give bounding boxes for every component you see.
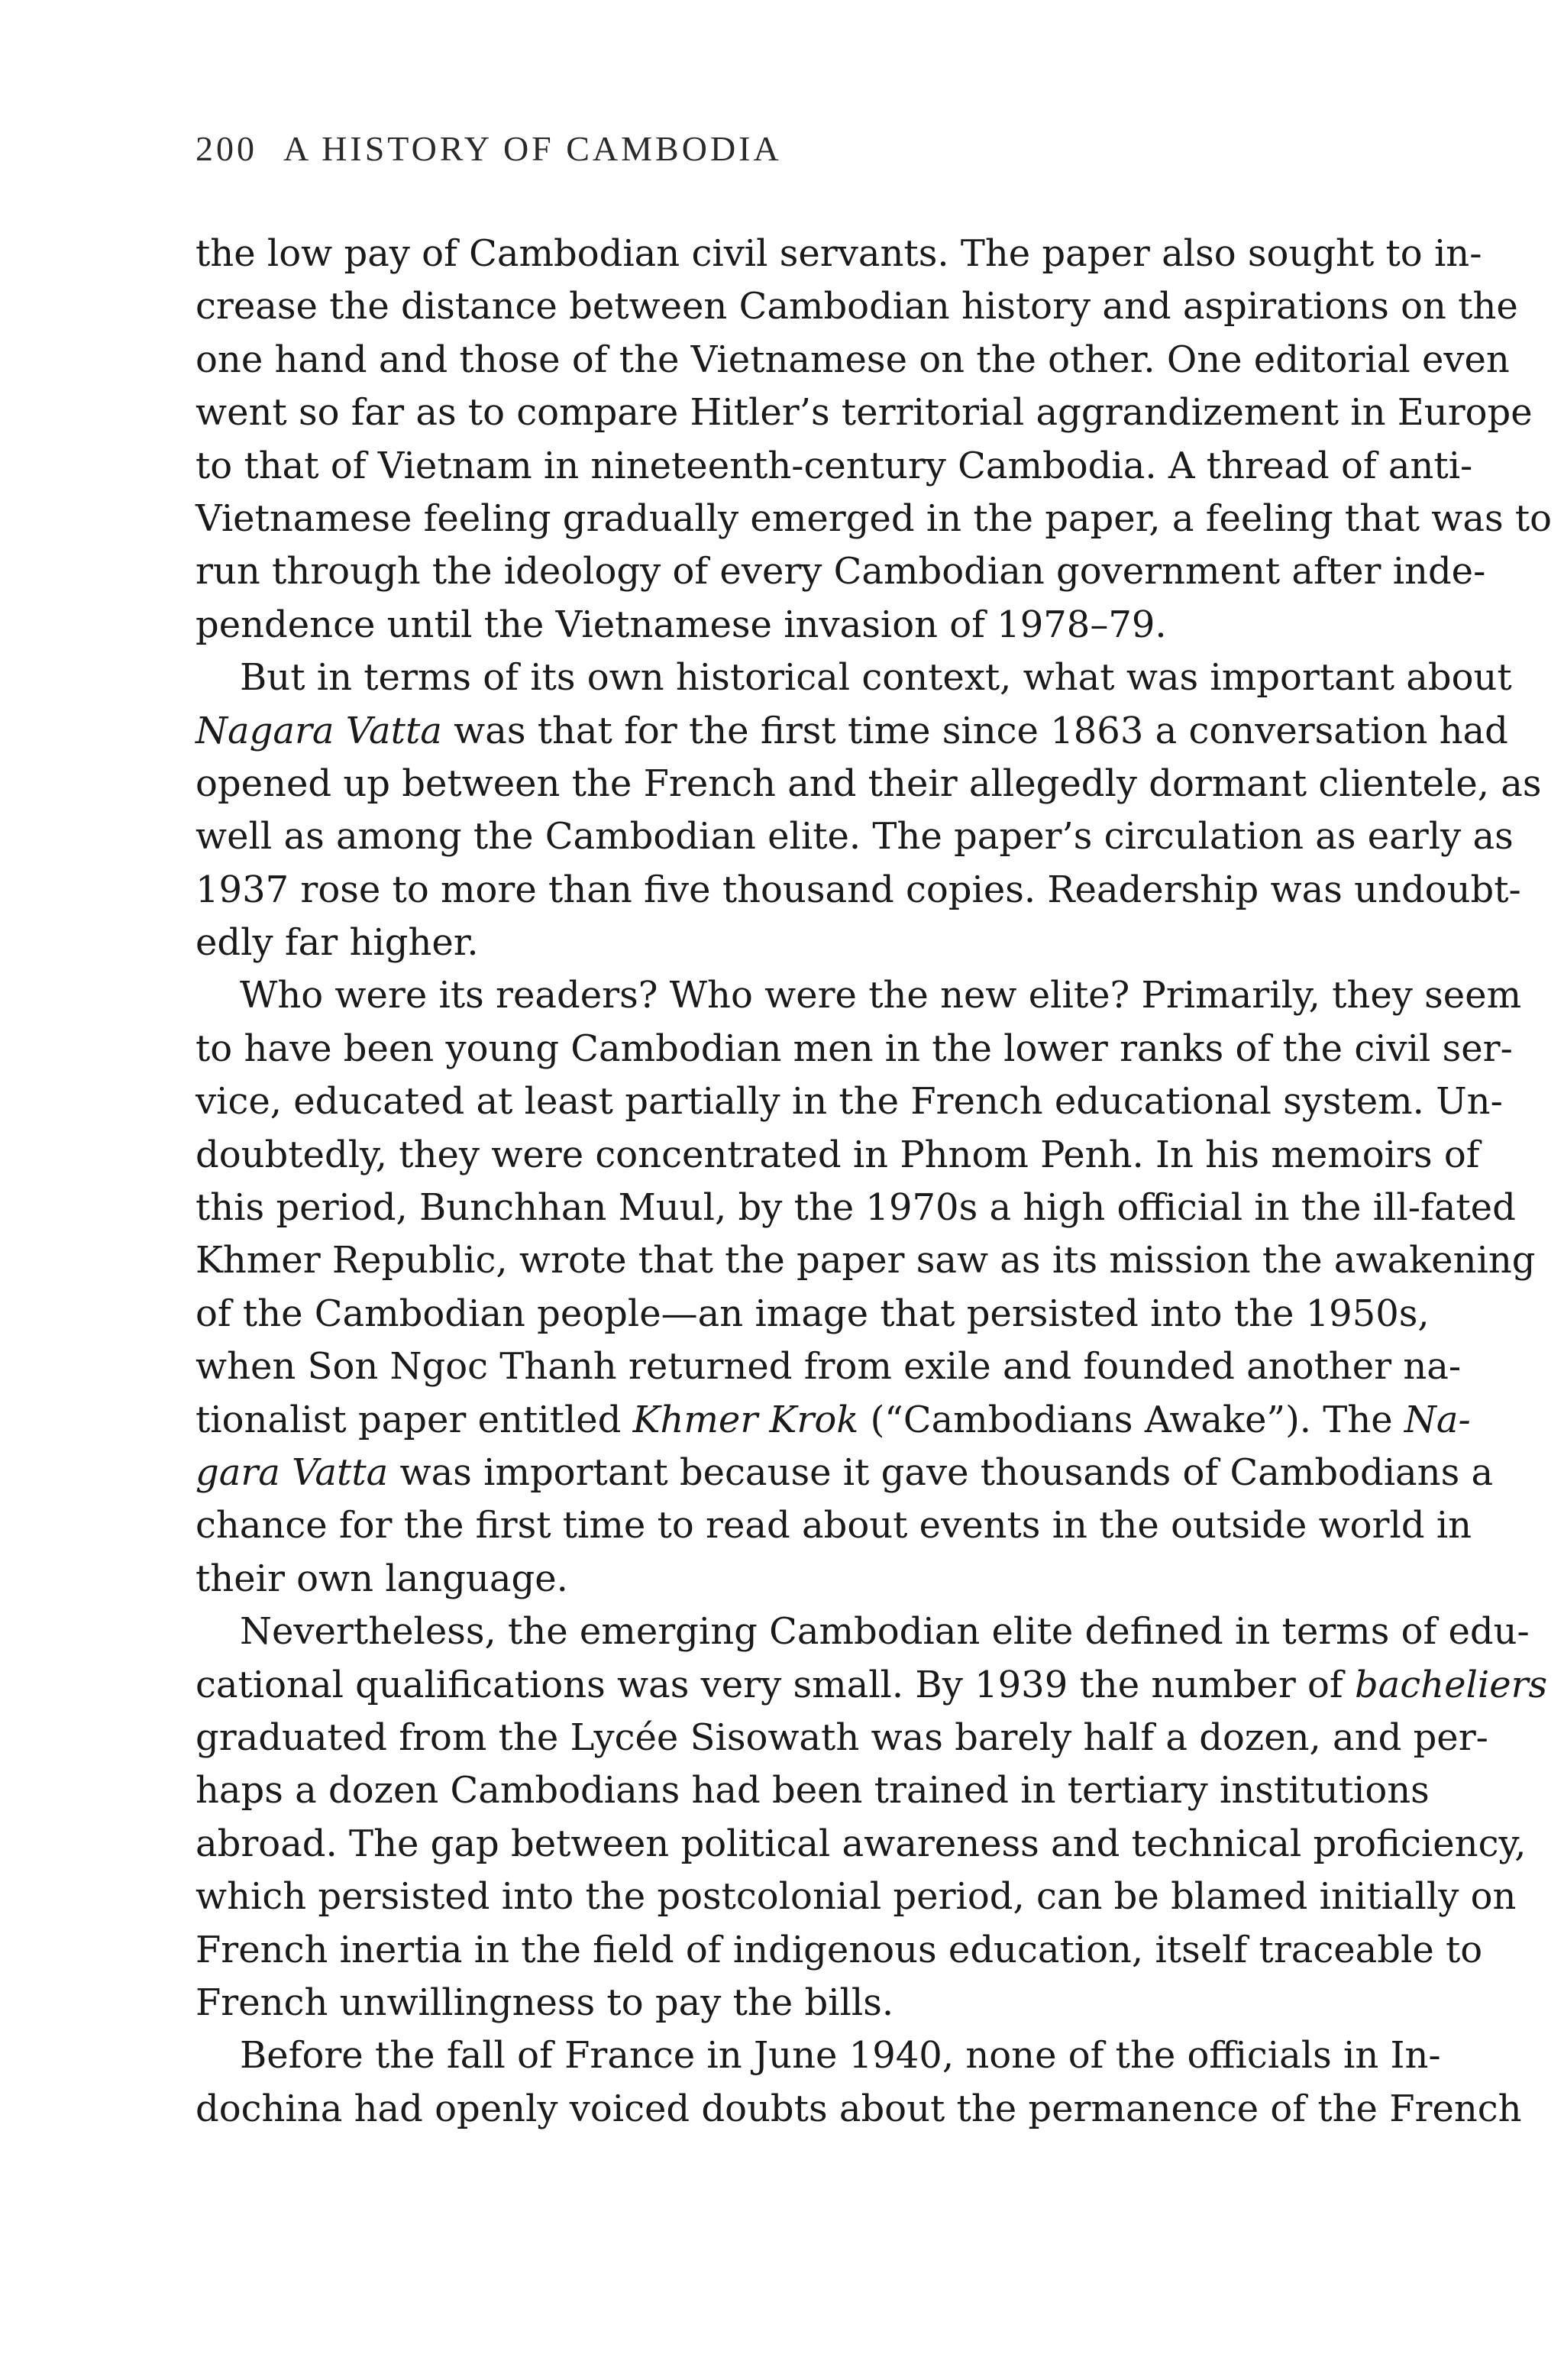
text-line: to have been young Cambodian men in the lower ranks of the civil ser- <box>196 1027 1513 1070</box>
body-text <box>196 228 1553 2136</box>
text-line: doubtedly, they were concentrated in Phnom Penh. In his memoirs of <box>196 1133 1480 1176</box>
text-line: chance for the first time to read about events in the outside world in <box>196 1504 1472 1547</box>
text-line <box>196 705 1508 758</box>
text-run: was that for the first time since 1863 a conversation had <box>441 709 1508 752</box>
italic-title: gara Vatta <box>196 1450 389 1494</box>
text-line: edly far higher. <box>196 921 479 965</box>
text-line: graduated from the Lycée Sisowath was barely half a dozen, and per- <box>196 1715 1488 1759</box>
paragraph <box>196 228 1553 652</box>
text-line: French unwillingness to pay the bills. <box>196 1981 894 2024</box>
text-line: But in terms of its own historical context, what was important about <box>240 656 1512 700</box>
text-line: the low pay of Cambodian civil servants. The paper also sought to in- <box>196 232 1482 275</box>
text-line: 1937 rose to more than five thousand copies. Readership was undoubt- <box>196 868 1521 911</box>
text-line: when Son Ngoc Thanh returned from exile and founded another na- <box>196 1345 1462 1389</box>
text-line: Before the fall of France in June 1940, none of the officials in In- <box>240 2034 1441 2078</box>
page-number: 200 <box>196 129 257 168</box>
text-line: dochina had openly voiced doubts about the permanence of the French <box>196 2087 1522 2130</box>
text-line: one hand and those of the Vietnamese on the other. One editorial even <box>196 338 1510 381</box>
text-line: Vietnamese feeling gradually emerged in the paper, a feeling that was to <box>196 496 1553 540</box>
text-line: Nevertheless, the emerging Cambodian elite defined in terms of edu- <box>240 1610 1530 1654</box>
text-line: their own language. <box>196 1557 568 1600</box>
text-line: went so far as to compare Hitler’s territorial aggrandizement in Europe <box>196 391 1533 435</box>
running-head <box>196 128 782 169</box>
italic-title: Khmer Krok <box>632 1398 859 1441</box>
text-line: Khmer Republic, wrote that the paper saw as its mission the awakening <box>196 1239 1536 1282</box>
text-line: to that of Vietnam in nineteenth-century Cambodia. A thread of anti- <box>196 444 1473 487</box>
text-line: this period, Bunchhan Muul, by the 1970s a high official in the ill-fated <box>196 1186 1516 1230</box>
italic-term: bacheliers <box>1354 1663 1548 1706</box>
paragraph <box>196 652 1542 969</box>
text-run: tionalist paper entitled <box>196 1398 633 1441</box>
text-line: opened up between the French and their allegedly dormant clientele, as <box>196 762 1542 805</box>
text-line <box>196 1394 1471 1447</box>
text-line: run through the ideology of every Cambodian government after inde- <box>196 550 1486 593</box>
text-run: (“Cambodians Awake”). The <box>858 1398 1404 1441</box>
text-line: pendence until the Vietnamese invasion of 1978–79. <box>196 603 1167 646</box>
italic-title: Nagara Vatta <box>196 709 442 752</box>
text-line: well as among the Cambodian elite. The paper’s circulation as early as <box>196 815 1514 859</box>
text-line <box>196 1447 1494 1499</box>
text-line: Who were its readers? Who were the new elite? Primarily, they seem <box>240 974 1522 1017</box>
text-line: of the Cambodian people—an image that persisted into the 1950s, <box>196 1292 1430 1335</box>
text-line: vice, educated at least partially in the French educational system. Un- <box>196 1080 1503 1124</box>
text-line: French inertia in the field of indigenous education, itself traceable to <box>196 1928 1483 1971</box>
text-line: crease the distance between Cambodian history and aspirations on the <box>196 285 1518 328</box>
running-title: A HISTORY OF CAMBODIA <box>283 129 782 168</box>
paragraph <box>196 2029 1522 2136</box>
paragraph <box>196 1606 1548 2029</box>
paragraph <box>196 969 1536 1606</box>
italic-title: Na- <box>1404 1398 1471 1441</box>
text-line: haps a dozen Cambodians had been trained in tertiary institutions <box>196 1769 1430 1812</box>
text-run: cational qualifications was very small. By 1939 the number of <box>196 1663 1355 1706</box>
text-run: was important because it gave thousands of Cambodians a <box>388 1450 1494 1494</box>
text-line: which persisted into the postcolonial period, can be blamed initially on <box>196 1875 1517 1919</box>
text-line: abroad. The gap between political awareness and technical proficiency, <box>196 1822 1527 1865</box>
text-line <box>196 1659 1548 1712</box>
